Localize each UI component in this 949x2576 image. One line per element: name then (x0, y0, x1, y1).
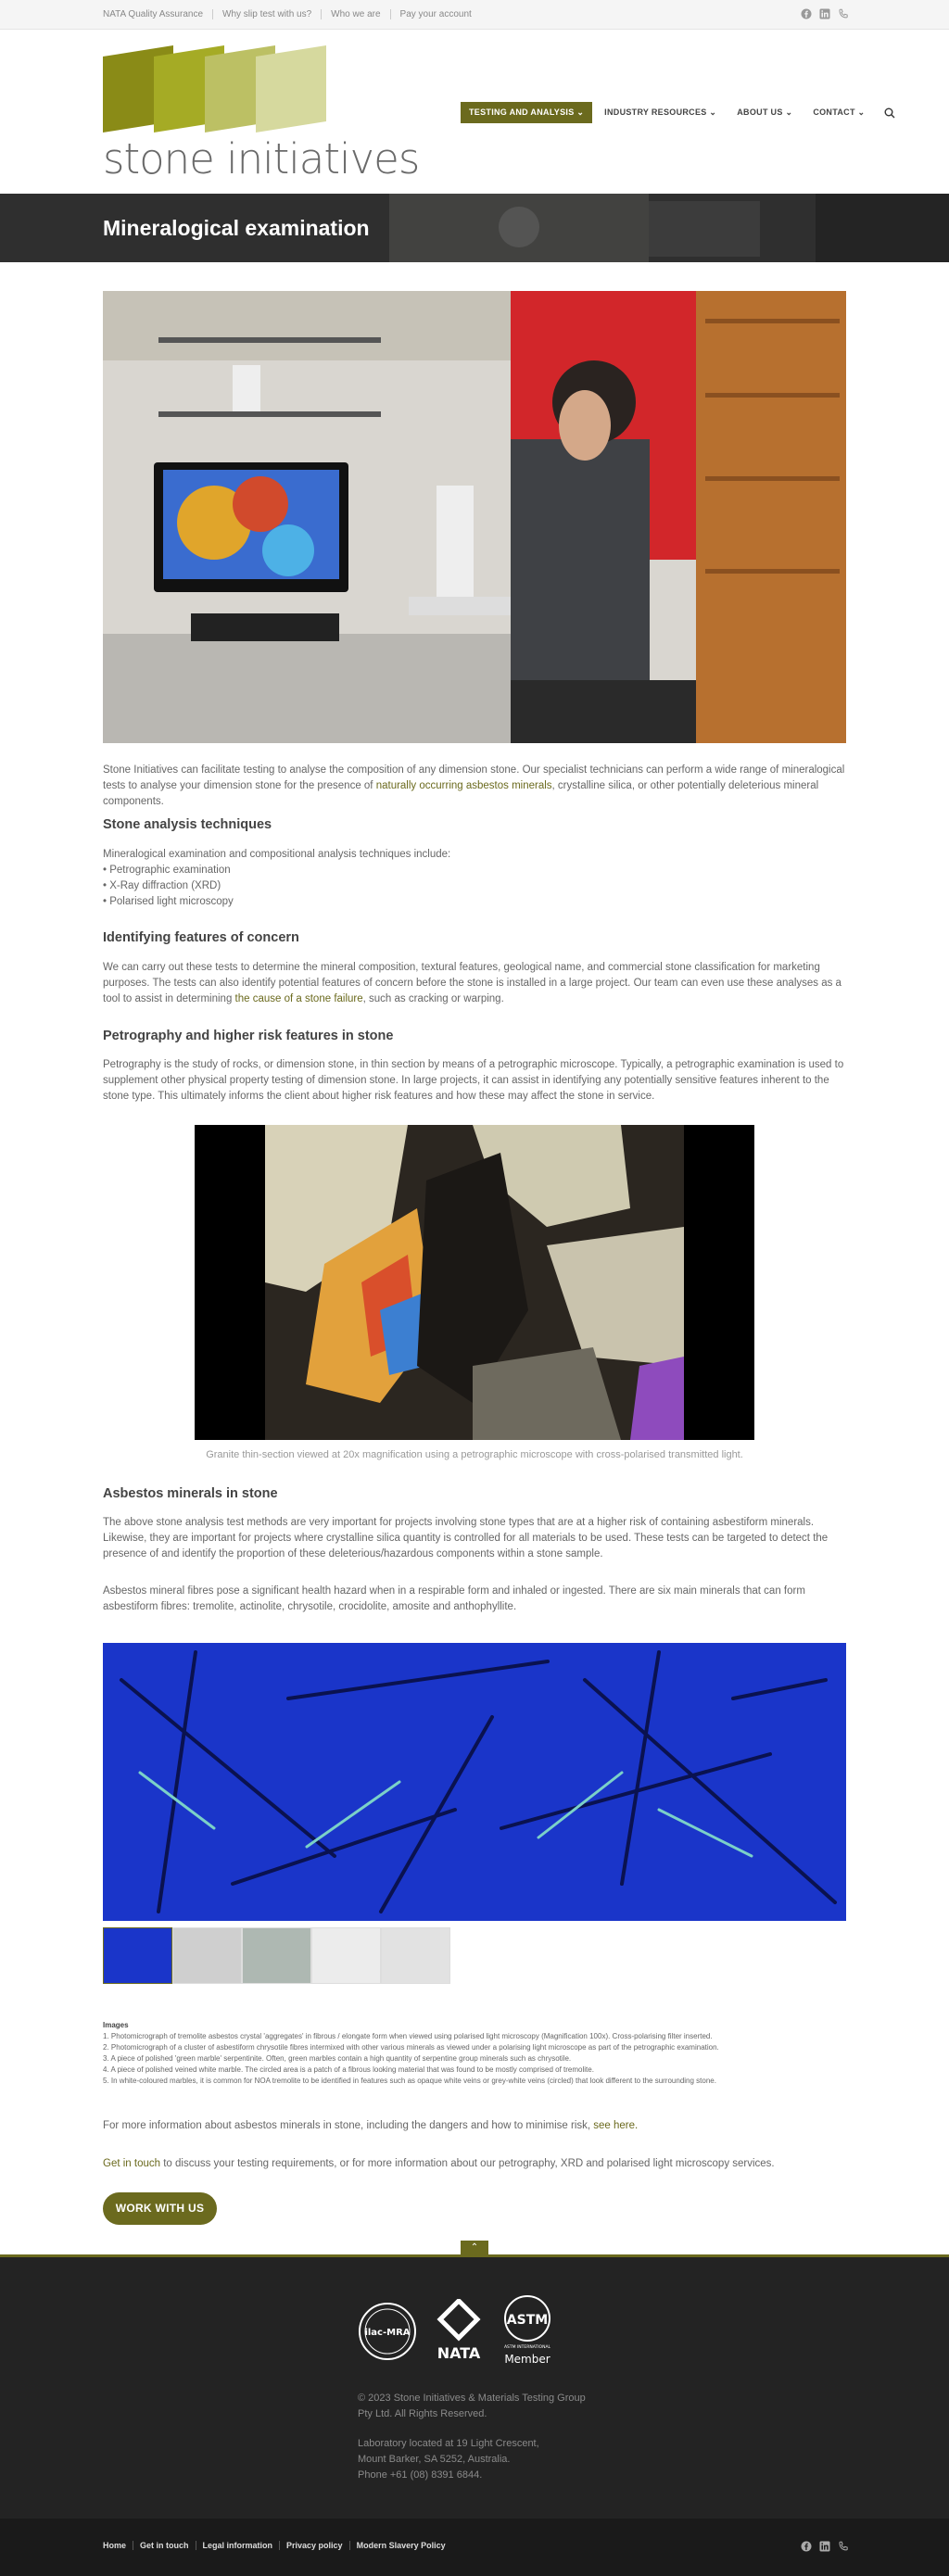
footer-address (358, 2436, 599, 2483)
nav-about[interactable]: ABOUT US ⌄ (737, 107, 793, 117)
astm-logo-icon (500, 2294, 564, 2368)
linkedin-icon[interactable] (819, 8, 830, 19)
nav-industry-label: INDUSTRY RESOURCES (604, 107, 707, 117)
gallery-thumb-5[interactable] (381, 1927, 450, 1984)
asbestos-paragraph-2: Asbestos mineral fibres pose a significant health hazard when in a respirable form and inhaled or ingested. There are six main minerals that can form asbestiform fibres: tremolite, actinolite, chrysotile, crocidolite, amosite and anthophyllite. (103, 1585, 805, 1612)
footer-links (103, 2541, 452, 2550)
contact-paragraph (103, 2156, 846, 2172)
phone-icon[interactable] (838, 2541, 849, 2552)
granite-illustration (195, 1125, 754, 1440)
asbestos-gallery-main-image[interactable] (103, 1643, 846, 1921)
certification-logos (357, 2294, 564, 2368)
footer-link-legal[interactable]: Legal information (196, 2541, 281, 2550)
nav-industry[interactable]: INDUSTRY RESOURCES ⌄ (604, 107, 717, 117)
top-social (801, 8, 849, 19)
petrography-heading: Petrography and higher risk features in stone (103, 1029, 394, 1043)
facebook-icon[interactable] (801, 8, 812, 19)
lab-photo (103, 291, 846, 743)
logo-mark-icon (103, 45, 330, 138)
chevron-up-icon: ⌃ (470, 2242, 479, 2253)
granite-thin-section-image (195, 1125, 754, 1440)
site-header (0, 30, 949, 194)
footer-social (801, 2541, 849, 2552)
nav-testing-label: TESTING AND ANALYSIS (469, 107, 575, 117)
techniques-lead: Mineralogical examination and compositional analysis techniques include: (103, 849, 451, 860)
footer-link-privacy[interactable]: Privacy policy (280, 2541, 350, 2550)
petrography-paragraph: Petrography is the study of rocks, or dimension stone, in thin section by means of a petrographic microscope. Typically, a petrographic examination is used to supplement other physical property testing of dimension stone. In large projects, it can assist in identifying any potentially sensitive features inherent to the stone type. This ultimately informs the client about higher risk features and how these may affect the stone in service. (103, 1059, 844, 1102)
footer-link-home[interactable]: Home (103, 2541, 133, 2550)
image-note: 5. In white-coloured marbles, it is common for NOA tremolite to be identified in features such as opaque white veins or grey-white veins (circled) that look different to the surrounding stone. (103, 2077, 716, 2085)
linkedin-icon[interactable] (819, 2541, 830, 2552)
stone-failure-link[interactable]: the cause of a stone failure (234, 993, 363, 1004)
page-hero (0, 194, 949, 262)
gallery-thumb-2[interactable] (172, 1927, 242, 1984)
image-notes (103, 2020, 846, 2087)
image-notes-title: Images (103, 2021, 129, 2029)
gallery-thumb-4[interactable] (311, 1927, 381, 1984)
logo-text: stone initiatives (103, 134, 420, 183)
gallery-thumbnails (103, 1927, 450, 1984)
main-nav (461, 102, 895, 123)
gallery-thumb-1[interactable] (103, 1927, 172, 1984)
top-link-why[interactable]: Why slip test with us? (213, 9, 322, 19)
top-links (103, 9, 481, 19)
ilac-mra-label: ilac-MRA (364, 2328, 411, 2338)
more-info-text: For more information about asbestos minerals in stone, including the dangers and how to minimise risk, (103, 2120, 594, 2131)
techniques-list (103, 847, 846, 910)
back-to-top-button[interactable] (461, 2241, 488, 2255)
search-icon[interactable] (884, 107, 895, 119)
top-link-who[interactable]: Who we are (322, 9, 390, 19)
techniques-heading: Stone analysis techniques (103, 817, 272, 832)
see-here-link[interactable]: see here. (593, 2120, 639, 2131)
nata-label: NATA (437, 2344, 481, 2362)
nav-contact-label: CONTACT (813, 107, 855, 117)
asbestos-paragraph-1: The above stone analysis test methods are very important for projects involving stone types that are at a higher risk of containing asbestiform minerals. Likewise, they are important for projects where crystalline silica quantity is controlled for all materials to be used. These tests can be targeted to detect the presence of and identify the proportion of these deleterious/hazardous components within a stone sample. (103, 1517, 829, 1559)
address-line: Laboratory located at 19 Light Crescent, (358, 2438, 539, 2449)
features-text-2: , such as cracking or warping. (362, 993, 504, 1004)
copyright-text: © 2023 Stone Initiatives & Materials Testing Group Pty Ltd. All Rights Reserved. (358, 2393, 586, 2419)
gallery-thumb-3[interactable] (242, 1927, 311, 1984)
footer-link-modern-slavery[interactable]: Modern Slavery Policy (356, 2541, 446, 2550)
get-in-touch-link[interactable]: Get in touch (103, 2158, 161, 2169)
address-phone: Phone +61 (08) 8391 6844. (358, 2469, 483, 2481)
footer-link-get-in-touch[interactable]: Get in touch (133, 2541, 196, 2550)
top-link-pay[interactable]: Pay your account (399, 9, 472, 19)
address-line: Mount Barker, SA 5252, Australia. (358, 2454, 511, 2465)
tremolite-illustration (103, 1643, 846, 1921)
svg-text:ASTM: ASTM (506, 2313, 549, 2328)
lab-photo-illustration (103, 291, 846, 743)
granite-caption: Granite thin-section viewed at 20x magnification using a petrographic microscope with cross-polarised transmitted light. (206, 1449, 743, 1460)
logo[interactable] (103, 45, 420, 183)
astm-label: ASTM INTERNATIONAL (503, 2345, 551, 2350)
features-text-1: We can carry out these tests to determine the mineral composition, textural features, geological name, and commercial stone classification for marketing purposes. The tests can also identify potential features of concern before the stone is installed in a large project. Our team can even use these analyses as a tool to assist in determining (103, 962, 841, 1004)
image-note: 3. A piece of polished 'green marble' serpentinite. Often, green marbles contain a high quantity of serpentine group minerals such as chrysotile. (103, 2054, 572, 2063)
nav-contact[interactable]: CONTACT ⌄ (813, 107, 866, 117)
intro-paragraph (103, 763, 846, 810)
asbestos-minerals-link[interactable]: naturally occurring asbestos minerals (375, 780, 552, 791)
work-with-us-button[interactable]: WORK WITH US (103, 2192, 217, 2225)
nav-about-label: ABOUT US (737, 107, 783, 117)
image-note: 4. A piece of polished veined white marble. The circled area is a patch of a fibrous looking material that was found to be mostly comprised of tremolite. (103, 2065, 594, 2074)
technique-item: • X-Ray diffraction (XRD) (103, 880, 221, 891)
facebook-icon[interactable] (801, 2541, 812, 2552)
page-title: Mineralogical examination (103, 216, 370, 240)
more-info-paragraph (103, 2118, 846, 2134)
bottom-bar (0, 2519, 949, 2576)
nata-logo-icon (431, 2299, 487, 2364)
nav-testing[interactable]: TESTING AND ANALYSIS ⌄ (461, 102, 592, 123)
top-bar (0, 0, 949, 30)
image-note: 1. Photomicrograph of tremolite asbestos crystal 'aggregates' in fibrous / elongate form when viewed using polarised light microscopy (Magnification 100x). Cross-polarising filter inserted. (103, 2032, 713, 2040)
site-footer (0, 2254, 949, 2519)
features-heading: Identifying features of concern (103, 930, 299, 945)
astm-member-label: Member (504, 2353, 550, 2366)
top-link-nata[interactable]: NATA Quality Assurance (103, 9, 213, 19)
asbestos-heading: Asbestos minerals in stone (103, 1486, 278, 1501)
features-paragraph (103, 960, 846, 1007)
contact-text: to discuss your testing requirements, or for more information about our petrography, XRD and polarised light microscopy services. (160, 2158, 775, 2169)
intro-text-1: Stone Initiatives can facilitate testing to analyse the composition of any dimension stone. Our specialist technicians can perform a wide range of mineralogical tests to analyse your dimension stone for the presence of (103, 764, 845, 791)
image-note: 2. Photomicrograph of a cluster of asbestiform chrysotile fibres intermixed with other various minerals as viewed under a polarising light microscope as part of the petrographic examination. (103, 2043, 719, 2052)
ilac-mra-logo-icon (357, 2301, 418, 2362)
intro-text-2: , crystalline silica, or other potentially deleterious mineral components. (103, 780, 819, 807)
phone-icon[interactable] (838, 8, 849, 19)
technique-item: • Polarised light microscopy (103, 896, 234, 907)
technique-item: • Petrographic examination (103, 865, 231, 876)
